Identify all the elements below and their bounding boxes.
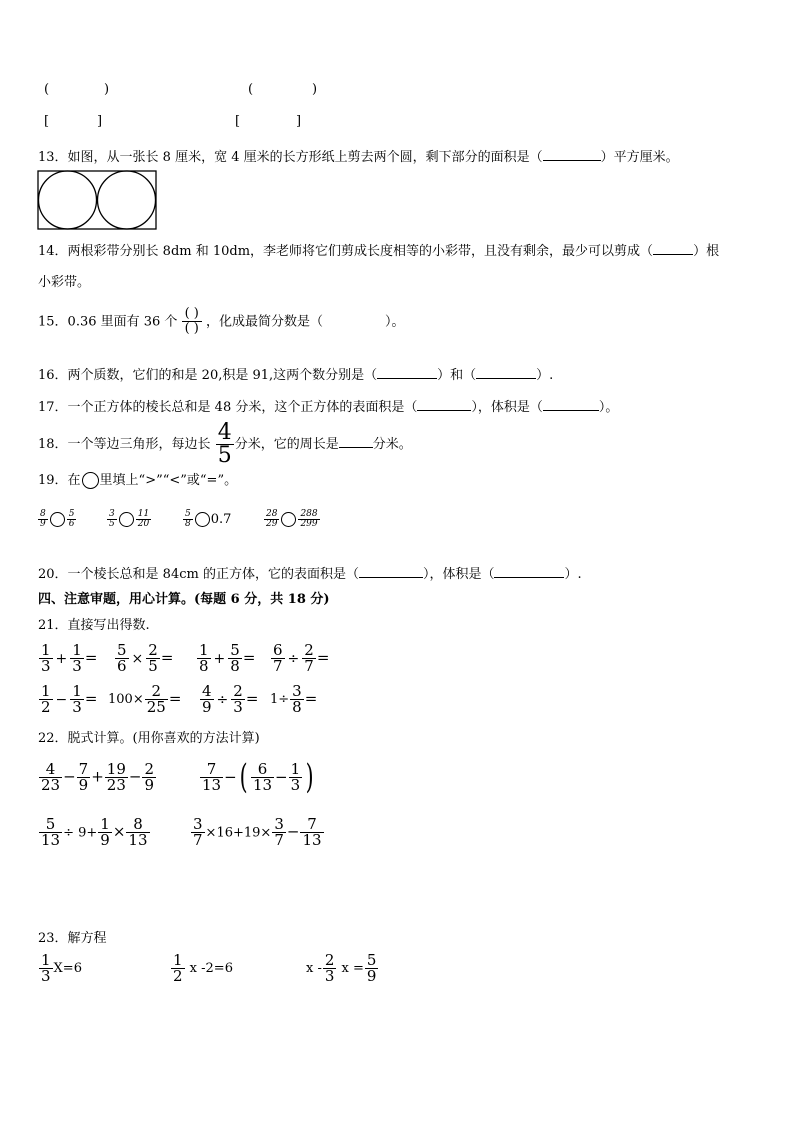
- q13-answer-blank[interactable]: [543, 148, 601, 161]
- frac-den: 3: [72, 698, 82, 716]
- q16-mid: ）和（: [437, 368, 477, 383]
- operator: −: [128, 767, 142, 786]
- question-19: [38, 469, 237, 489]
- fraction: [145, 684, 168, 715]
- frac-num: 1: [100, 815, 110, 833]
- question-16: [38, 364, 553, 383]
- operator: −: [286, 822, 300, 841]
- fraction: [115, 643, 129, 674]
- frac-den: 8: [199, 657, 209, 675]
- fraction: [191, 817, 205, 848]
- frac-num: 3: [109, 509, 115, 519]
- frac-den: 3: [290, 775, 301, 794]
- q18-mid: 分米，它的周长是: [234, 437, 339, 452]
- frac-num: 1: [199, 641, 209, 659]
- q21-row2-item4: [270, 684, 317, 715]
- fraction: [70, 643, 84, 674]
- q23-equation-1: [38, 953, 82, 984]
- operator: −: [275, 768, 288, 786]
- q19-post: 里填上“>”“<”或“=”。: [99, 473, 238, 488]
- circle-right: [98, 171, 156, 229]
- fraction: [271, 643, 285, 674]
- frac-den: 3: [324, 967, 335, 985]
- q23-equation-2: [170, 953, 233, 984]
- q19-item-3-left: [183, 510, 193, 529]
- equals: =: [245, 689, 259, 708]
- q21-row2-item1: [38, 684, 97, 715]
- q19-item-3-right: 0.7: [210, 512, 232, 527]
- question-17: [38, 396, 618, 415]
- frac-den: 9: [366, 967, 377, 985]
- operator: +: [213, 650, 226, 667]
- question-13: [38, 146, 679, 165]
- q18-fraction: [216, 422, 234, 467]
- q21-row1-item2: [114, 643, 173, 674]
- operator: ×: [131, 650, 144, 667]
- fraction: [105, 762, 128, 793]
- equation-lead: x -: [306, 961, 322, 976]
- frac-den: 20: [137, 519, 150, 529]
- frac-num: 288: [300, 509, 318, 519]
- question-14-line1: [38, 240, 719, 259]
- q19-item-1: [37, 510, 77, 529]
- fraction: [365, 953, 379, 984]
- frac-den: 3: [72, 657, 82, 675]
- frac-den: 7: [304, 657, 314, 675]
- q14-answer-blank[interactable]: [653, 242, 693, 255]
- fraction: [289, 759, 303, 794]
- fraction: [200, 684, 214, 715]
- equals: =: [304, 689, 318, 708]
- equals: =: [160, 648, 174, 667]
- q13-end: ）平方厘米。: [600, 150, 679, 165]
- frac-den: 8: [292, 698, 302, 716]
- q19-pre: 19．在: [38, 473, 81, 488]
- q21-row2-item2: [108, 684, 181, 715]
- fraction: [39, 817, 62, 848]
- lead-term: 1÷: [270, 692, 290, 707]
- frac-num: 1: [173, 951, 183, 969]
- q15-pre: 15．0.36 里面有 36 个: [38, 314, 178, 330]
- q20-mid: ），体积是（: [422, 567, 495, 582]
- frac-den: 13: [202, 775, 222, 794]
- frac-num: 5: [185, 509, 191, 519]
- equals: =: [84, 648, 98, 667]
- q19-item-2: [106, 510, 152, 529]
- frac-num: 5: [366, 951, 377, 969]
- frac-num: 5: [39, 817, 62, 833]
- q16-end: ）.: [536, 368, 554, 383]
- frac-num: 6: [251, 762, 274, 778]
- frac-num: 6: [273, 641, 283, 659]
- frac-den: 2: [173, 967, 183, 985]
- q19-item-2-circle[interactable]: [119, 512, 134, 527]
- frac-num: 5: [68, 509, 75, 519]
- frac-den: 9: [40, 519, 46, 529]
- frac-den: 9: [100, 831, 110, 849]
- q15-frac-den[interactable]: ( ): [184, 321, 199, 337]
- q19-item-3: [182, 510, 231, 529]
- frac-num: 2: [233, 682, 243, 700]
- circle-left: [39, 171, 97, 229]
- frac-den: 9: [144, 776, 155, 794]
- fraction: [290, 684, 304, 715]
- frac-num: 1: [41, 682, 51, 700]
- q19-item-2-right: [136, 510, 151, 529]
- frac-den: 5: [148, 657, 158, 675]
- q15-fraction-blank[interactable]: [182, 307, 202, 337]
- frac-den: 3: [41, 657, 51, 675]
- operator: −: [55, 691, 68, 708]
- answer-paren-right-1: ): [104, 82, 110, 97]
- answer-paren-left-1: (: [44, 82, 50, 97]
- q18-frac-den: 5: [217, 443, 232, 468]
- q19-item-4-circle[interactable]: [281, 512, 296, 527]
- question-20: [38, 563, 582, 582]
- fraction: [197, 643, 211, 674]
- operator: +: [91, 767, 104, 786]
- frac-den: 8: [230, 657, 240, 675]
- frac-num: 4: [202, 682, 212, 700]
- frac-num: 7: [78, 760, 89, 778]
- equation-rest: X=6: [53, 961, 82, 976]
- question-23-title: 23．解方程: [38, 931, 107, 946]
- frac-den: 2: [41, 698, 51, 716]
- q20-pre: 20．一个棱长总和是 84cm 的正方体，它的表面积是（: [38, 567, 359, 582]
- q14-end: ）根: [693, 244, 720, 259]
- frac-den: 9: [202, 698, 212, 716]
- operator: ×: [112, 822, 126, 841]
- frac-num: 1: [41, 951, 51, 969]
- fraction: [231, 684, 245, 715]
- frac-num: 7: [300, 817, 323, 833]
- q19-item-1-circle[interactable]: [50, 512, 65, 527]
- q16-pre: 16．两个质数，它们的和是 20,积是 91,这两个数分别是（: [38, 368, 378, 383]
- fraction: [146, 643, 160, 674]
- q19-item-4-right: [298, 510, 319, 529]
- frac-num: 5: [117, 641, 127, 659]
- question-15: [38, 307, 405, 337]
- right-paren: ): [305, 757, 314, 797]
- operator: +: [55, 650, 68, 667]
- q22-expression-4: [190, 817, 325, 848]
- q15-frac-num[interactable]: ( ): [182, 307, 202, 322]
- equation-rest: x -2=6: [185, 961, 233, 976]
- fraction: [126, 817, 149, 848]
- frac-den: 7: [193, 831, 203, 849]
- fraction: [302, 643, 316, 674]
- q21-row1-item1: [38, 643, 97, 674]
- fraction: [39, 684, 53, 715]
- fraction: [39, 762, 62, 793]
- q21-row2-item3: [199, 684, 258, 715]
- frac-den: 13: [302, 831, 322, 849]
- section-4-title: 四、注意审题，用心计算。(每题 6 分，共 18 分): [38, 592, 330, 607]
- frac-num: 1: [290, 759, 301, 778]
- frac-den: 29: [266, 519, 278, 529]
- q17-pre: 17．一个正方体的棱长总和是 48 分米，这个正方体的表面积是（: [38, 400, 418, 415]
- q22-expression-2: [199, 757, 316, 797]
- fraction: [300, 817, 323, 848]
- q19-item-4: [263, 510, 321, 529]
- question-22-title: 22．脱式计算。(用你喜欢的方法计算): [38, 731, 260, 746]
- operator: ÷ 9+: [63, 825, 98, 841]
- frac-num: 4: [39, 762, 62, 778]
- frac-den: 3: [41, 967, 51, 985]
- q19-item-4-left: [264, 510, 279, 529]
- equals: =: [168, 689, 182, 708]
- compare-circle-icon: [82, 472, 99, 489]
- frac-den: 13: [41, 831, 61, 849]
- frac-num: 3: [274, 815, 284, 833]
- frac-num: 2: [304, 641, 314, 659]
- fraction: [228, 643, 242, 674]
- q15-end: ）。: [385, 314, 405, 330]
- q15-post: ，化成最简分数是（: [206, 314, 324, 330]
- frac-den: 8: [185, 519, 191, 529]
- rectangle-two-circles-figure: [37, 170, 158, 230]
- lead-term: 100×: [108, 692, 144, 707]
- question-21-title: 21．直接写出得数.: [38, 618, 150, 633]
- frac-den: 25: [146, 698, 166, 716]
- frac-den: 5: [109, 519, 115, 529]
- q20-end: ）.: [564, 567, 582, 582]
- q20-answer-blank-2[interactable]: [494, 565, 564, 578]
- fraction: [142, 762, 156, 793]
- q21-row1-item4: [270, 643, 329, 674]
- frac-den: 13: [252, 775, 273, 794]
- q18-pre: 18．一个等边三角形，每边长: [38, 437, 211, 452]
- q19-item-3-circle[interactable]: [195, 512, 210, 527]
- frac-num: 2: [144, 760, 155, 778]
- q22-expression-3: [38, 817, 151, 848]
- frac-num: 3: [193, 815, 203, 833]
- q17-mid: ），体积是（: [471, 400, 543, 415]
- frac-num: 5: [230, 641, 240, 659]
- frac-num: 2: [145, 684, 168, 700]
- frac-num: 7: [200, 762, 223, 778]
- question-14-line2: 小彩带。: [38, 275, 91, 290]
- frac-den: 23: [106, 776, 126, 794]
- q21-row1-item3: [196, 643, 255, 674]
- answer-paren-left-2: (: [248, 82, 254, 97]
- frac-den: 6: [117, 657, 127, 675]
- frac-den: 9: [78, 776, 89, 794]
- frac-den: 299: [300, 519, 318, 529]
- operator: ÷: [287, 650, 300, 667]
- frac-num: 3: [292, 682, 302, 700]
- equation-mid: x =: [337, 961, 364, 976]
- operator: ×16+19×: [205, 825, 272, 841]
- q18-end: 分米。: [372, 437, 412, 452]
- answer-paren-right-2: ): [312, 82, 318, 97]
- frac-den: 7: [274, 831, 284, 849]
- q19-item-2-left: [107, 510, 117, 529]
- answer-bracket-right-2: ]: [296, 114, 302, 129]
- answer-bracket-right-1: ]: [97, 114, 103, 129]
- frac-den: 7: [273, 657, 283, 675]
- left-paren: (: [239, 757, 248, 797]
- q17-answer-blank-1[interactable]: [417, 398, 471, 411]
- answer-bracket-left-2: [: [235, 114, 241, 129]
- q20-answer-blank-1[interactable]: [359, 565, 423, 578]
- frac-num: 2: [324, 951, 335, 969]
- equals: =: [242, 648, 256, 667]
- frac-num: 28: [266, 509, 278, 519]
- q18-answer-blank[interactable]: [339, 435, 373, 448]
- fraction: [200, 759, 223, 794]
- q13-text: 13．如图，从一张长 8 厘米，宽 4 厘米的长方形纸上剪去两个圆，剩下部分的面积是（: [38, 150, 543, 165]
- fraction: [323, 953, 337, 984]
- frac-num: 1: [72, 682, 82, 700]
- q19-item-1-left: [38, 510, 48, 529]
- frac-num: 8: [40, 509, 46, 519]
- frac-num: 8: [126, 817, 149, 833]
- frac-num: 1: [41, 641, 51, 659]
- fraction: [39, 953, 53, 984]
- frac-den: 13: [128, 831, 148, 849]
- q16-answer-blank-2[interactable]: [476, 366, 536, 379]
- frac-num: 2: [148, 641, 158, 659]
- frac-den: 6: [68, 519, 75, 529]
- fraction: [171, 953, 185, 984]
- frac-num: 1: [72, 641, 82, 659]
- q17-answer-blank-2[interactable]: [543, 398, 599, 411]
- fraction: [77, 762, 91, 793]
- equals: =: [316, 648, 330, 667]
- q19-item-1-right: [67, 510, 77, 529]
- fraction: [39, 643, 53, 674]
- q23-equation-3: [306, 953, 379, 984]
- frac-num: 19: [106, 760, 126, 778]
- fraction: [70, 684, 84, 715]
- q17-end: ）。: [598, 400, 619, 415]
- fraction: [272, 817, 286, 848]
- q22-expression-1: [38, 762, 157, 793]
- q14-text: 14．两根彩带分别长 8dm 和 10dm，李老师将它们剪成长度相等的小彩带，且没有剩余，最少可以剪成（: [38, 244, 654, 259]
- fraction: [98, 817, 112, 848]
- operator: −: [63, 767, 76, 786]
- operator: ÷: [216, 691, 229, 708]
- q18-frac-num: 4: [217, 420, 232, 445]
- question-18: [38, 422, 412, 467]
- operator: −: [224, 768, 237, 786]
- frac-den: 3: [233, 698, 243, 716]
- q16-answer-blank-1[interactable]: [377, 366, 437, 379]
- equals: =: [84, 689, 98, 708]
- answer-bracket-left-1: [: [44, 114, 50, 129]
- frac-num: 11: [137, 509, 150, 519]
- fraction: [251, 759, 274, 794]
- frac-den: 23: [41, 776, 61, 794]
